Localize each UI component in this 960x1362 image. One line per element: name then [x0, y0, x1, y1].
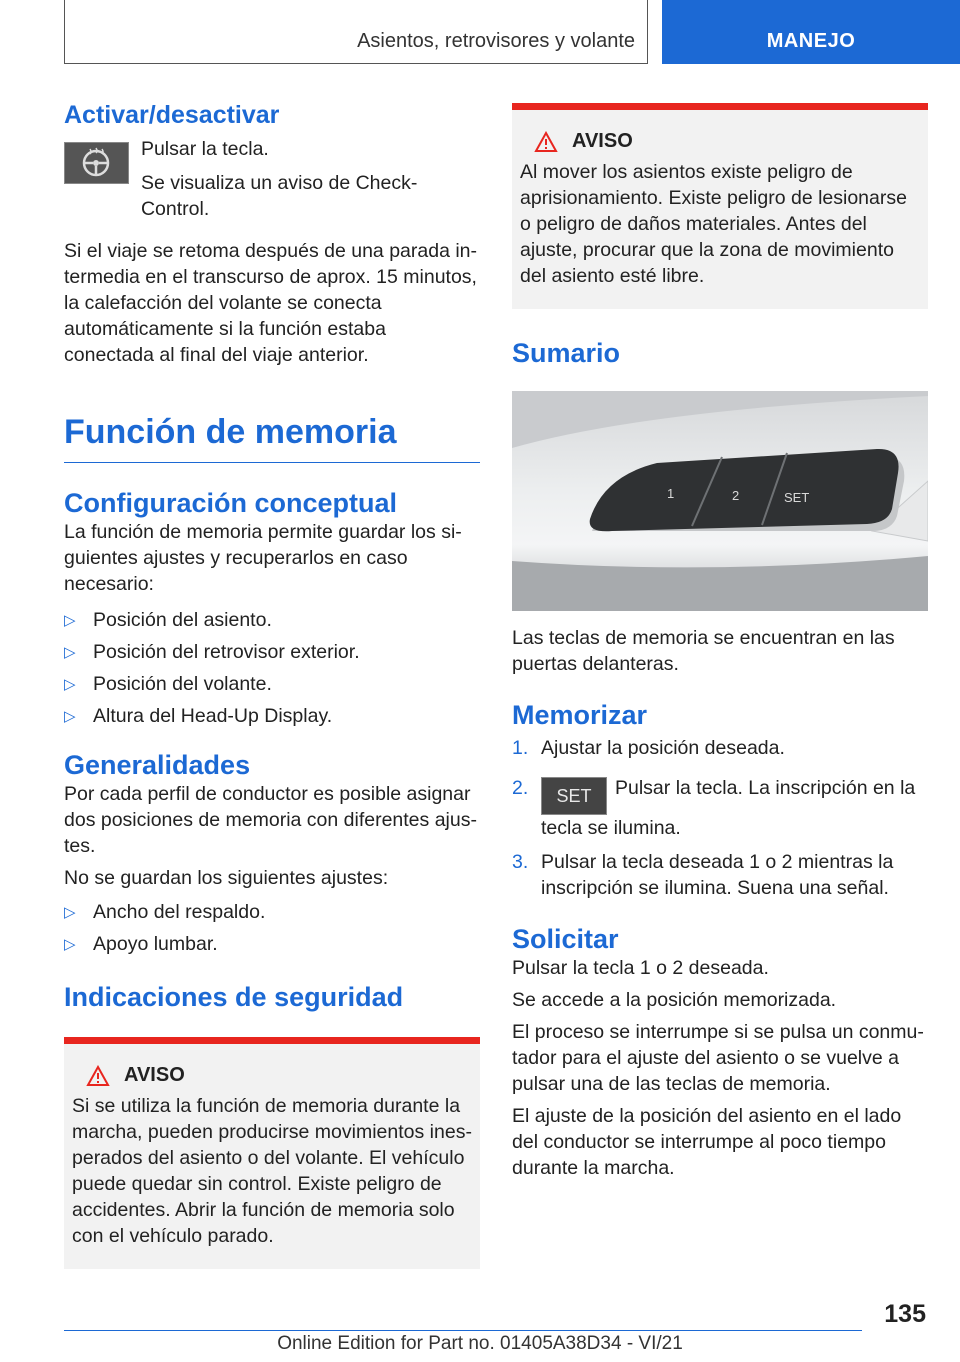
memoria-heading: Función de memoria: [64, 413, 397, 451]
header-title-box: [64, 0, 648, 64]
list-item: ▷ Altura del Head-Up Display.: [64, 703, 480, 729]
config-heading: Configuración conceptual: [64, 488, 398, 518]
right-column: [512, 103, 928, 1181]
solicitar-paragraph-4: El ajuste de la posición del asiento en el lado del conductor se interrumpe al poco tiempo durante la marcha.: [512, 1105, 902, 1179]
triangle-bullet-icon: ▷: [64, 708, 76, 725]
photo-key-set: SET: [784, 490, 810, 505]
warning-triangle-icon: [86, 1065, 110, 1087]
triangle-bullet-icon: ▷: [64, 676, 76, 693]
activar-block: [64, 138, 480, 222]
memory-buttons-photo: [512, 391, 928, 611]
warning-text: Si se utiliza la función de memoria durante la marcha, pueden producirse movimientos inesperados del asiento o del volante. El vehículo puede quedar sin control. Existe peligro de accidentes. Abrir la función de memoria solo con el vehículo parado.: [72, 1095, 472, 1247]
photo-key-2: 2: [732, 488, 740, 503]
warning-triangle-icon: [534, 131, 558, 153]
photo-key-1: 1: [667, 486, 675, 501]
list-item: 1. Ajustar la posición deseada.: [512, 737, 785, 759]
triangle-bullet-icon: ▷: [64, 936, 76, 953]
warning-box-right: [512, 103, 928, 309]
warning-title: AVISO: [124, 1064, 185, 1086]
general-paragraph-2: No se guardan los siguientes ajustes:: [64, 867, 389, 889]
section-tab[interactable]: [662, 0, 960, 64]
left-column: [64, 100, 480, 1269]
memorizar-steps: [512, 735, 928, 901]
warning-title: AVISO: [572, 130, 633, 152]
config-paragraph: La función de memoria permite guardar los siguientes ajustes y recuperarlos en caso necesario:: [64, 521, 462, 595]
warning-box-left: [64, 1037, 480, 1269]
page-number: 135: [884, 1300, 926, 1328]
config-list: [64, 607, 480, 729]
list-item: ▷ Ancho del respaldo.: [64, 899, 480, 925]
triangle-bullet-icon: ▷: [64, 612, 76, 629]
list-item: 2. SET Pulsar la tecla. La inscripción en la tecla se ilumina.: [512, 777, 916, 839]
triangle-bullet-icon: ▷: [64, 644, 76, 661]
sumario-heading: Sumario: [512, 338, 621, 368]
general-heading: Generalidades: [64, 750, 251, 780]
list-item: ▷ Posición del retrovisor exterior.: [64, 639, 480, 665]
steering-heat-icon: [64, 142, 129, 184]
solicitar-paragraph-2: Se accede a la posición memorizada.: [512, 989, 837, 1011]
list-item: ▷ Posición del asiento.: [64, 607, 480, 633]
warning-text: Al mover los asientos existe peligro de aprisionamiento. Existe peligro de lesionarse o peligro de daños materiales. Antes del ajuste, procurar que la zona de movimiento del asiento esté libre.: [520, 161, 907, 287]
heading-rule: [64, 462, 480, 463]
general-list: [64, 899, 480, 957]
warning-title-row: [86, 1064, 472, 1087]
section-label: MANEJO: [766, 30, 856, 52]
set-key-icon: SET: [541, 777, 607, 815]
activar-paragraph: Si el viaje se retoma después de una parada intermedia en el transcurso de aprox. 15 minutos, la calefacción del volante se conecta automáticamente si la función estaba conectada al final del viaje anterior.: [64, 240, 478, 366]
list-item: ▷ Posición del volante.: [64, 671, 480, 697]
seguridad-heading: Indicaciones de seguridad: [64, 982, 404, 1012]
memorizar-heading: Memorizar: [512, 700, 648, 730]
sumario-caption: Las teclas de memoria se encuentran en las puertas delanteras.: [512, 627, 895, 675]
list-item: ▷ Apoyo lumbar.: [64, 931, 480, 957]
activar-line2: Se visualiza un aviso de Check-Control.: [140, 172, 418, 220]
header-title: Asientos, retrovisores y volante: [357, 30, 635, 52]
list-item: 3. Pulsar la tecla deseada 1 o 2 mientras la inscripción se ilumina. Suena una señal.: [512, 851, 894, 899]
solicitar-heading: Solicitar: [512, 924, 619, 954]
warning-title-row: [534, 130, 920, 153]
footer-edition: Online Edition for Part no. 01405A38D34 - VI/21: [277, 1333, 683, 1354]
activar-line1: Pulsar la tecla.: [140, 138, 269, 160]
triangle-bullet-icon: ▷: [64, 904, 76, 921]
solicitar-paragraph-3: El proceso se interrumpe si se pulsa un conmutador para el ajuste del asiento o se vuelve a pulsar una de las teclas de memoria.: [512, 1021, 924, 1095]
solicitar-paragraph-1: Pulsar la tecla 1 o 2 deseada.: [512, 957, 769, 979]
activar-heading: Activar/desactivar: [64, 101, 280, 129]
footer-rule: [64, 1330, 862, 1331]
general-paragraph-1: Por cada perfil de conductor es posible asignar dos posiciones de memoria con diferentes ajustes.: [64, 783, 477, 857]
